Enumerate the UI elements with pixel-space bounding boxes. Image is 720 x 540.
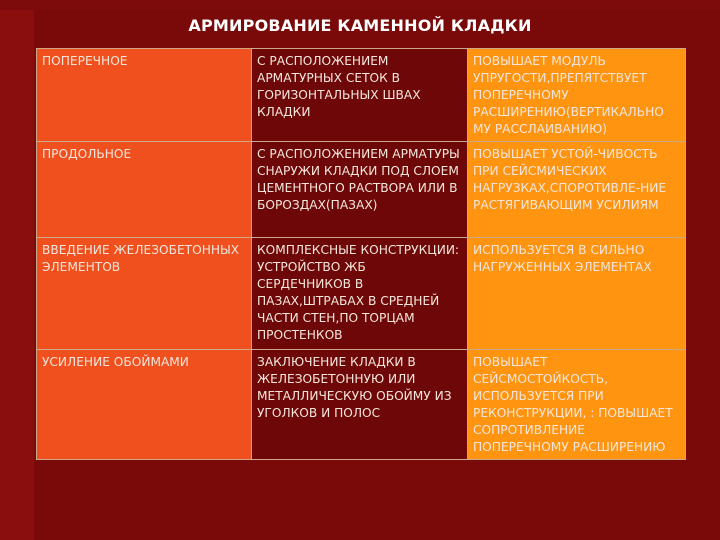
type-cell: УСИЛЕНИЕ ОБОЙМАМИ	[37, 350, 252, 460]
method-cell: ЗАКЛЮЧЕНИЕ КЛАДКИ В ЖЕЛЕЗОБЕТОННУЮ ИЛИ МЕТАЛЛИЧЕСКУЮ ОБОЙМУ ИЗ УГОЛКОВ И ПОЛОС	[252, 350, 468, 460]
slide-title: АРМИРОВАНИЕ КАМЕННОЙ КЛАДКИ	[188, 16, 532, 35]
effect-cell: ПОВЫШАЕТ МОДУЛЬ УПРУГОСТИ,ПРЕПЯТСТВУЕТ ПОПЕРЕЧНОМУ РАСШИРЕНИЮ(ВЕРТИКАЛЬНО МУ РАССЛАИВАНИЮ)	[468, 49, 686, 142]
effect-cell: ПОВЫШАЕТ УСТОЙ-ЧИВОСТЬ ПРИ СЕЙСМИЧЕСКИХ НАГРУЗКАХ,СПОРОТИВЛЕ-НИЕ РАСТЯГИВАЮЩИМ УСИЛИЯМ	[468, 142, 686, 238]
method-cell: С РАСПОЛОЖЕНИЕМ АРМАТУРЫ СНАРУЖИ КЛАДКИ ПОД СЛОЕМ ЦЕМЕНТНОГО РАСТВОРА ИЛИ В БОРОЗДАХ(ПАЗАХ)	[252, 142, 468, 238]
effect-cell: ИСПОЛЬЗУЕТСЯ В СИЛЬНО НАГРУЖЕННЫХ ЭЛЕМЕНТАХ	[468, 238, 686, 350]
background-top-band	[0, 0, 720, 10]
table-row	[37, 238, 686, 350]
type-cell: ПОПЕРЕЧНОЕ	[37, 49, 252, 142]
table-row	[37, 49, 686, 142]
background-stripe	[0, 0, 34, 540]
type-cell: ВВЕДЕНИЕ ЖЕЛЕЗОБЕТОННЫХ ЭЛЕМЕНТОВ	[37, 238, 252, 350]
table-row	[37, 142, 686, 238]
effect-cell: ПОВЫШАЕТ СЕЙСМОСТОЙКОСТЬ, ИСПОЛЬЗУЕТСЯ ПРИ РЕКОНСТРУКЦИИ, : ПОВЫШАЕТ СОПРОТИВЛЕНИЕ ПОПЕРЕЧНОМУ РАСШИРЕНИЮ	[468, 350, 686, 460]
type-cell: ПРОДОЛЬНОЕ	[37, 142, 252, 238]
method-cell: С РАСПОЛОЖЕНИЕМ АРМАТУРНЫХ СЕТОК В ГОРИЗОНТАЛЬНЫХ ШВАХ КЛАДКИ	[252, 49, 468, 142]
method-cell: КОМПЛЕКСНЫЕ КОНСТРУКЦИИ: УСТРОЙСТВО ЖБ СЕРДЕЧНИКОВ В ПАЗАХ,ШТРАБАХ В СРЕДНЕЙ ЧАСТИ СТЕН,ПО ТОРЦАМ ПРОСТЕНКОВ	[252, 238, 468, 350]
table-row	[37, 350, 686, 460]
reinforcement-table	[36, 48, 686, 460]
